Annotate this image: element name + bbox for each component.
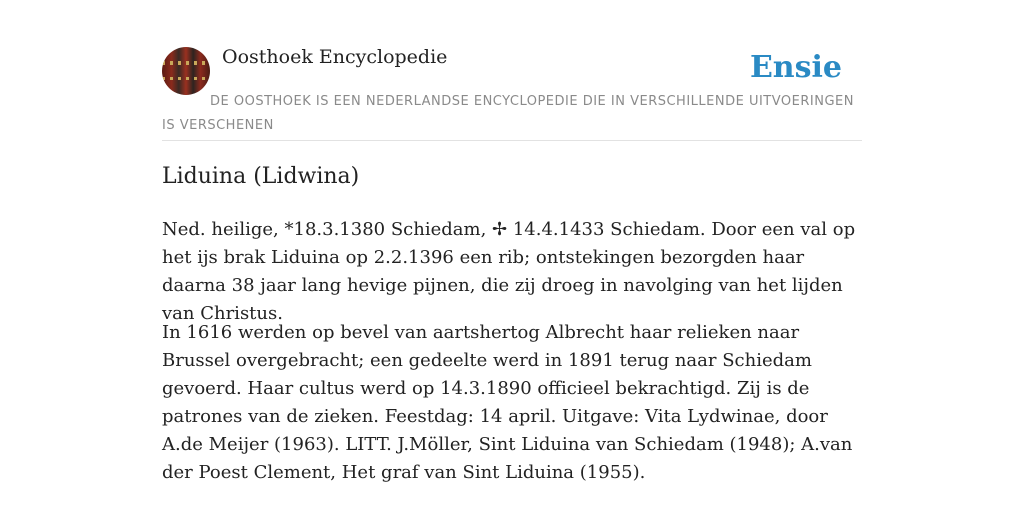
ensie-brand-link[interactable]: Ensie <box>749 50 842 85</box>
article-title: Liduina (Lidwina) <box>162 164 360 189</box>
page-container <box>162 0 862 483</box>
site-tagline: DE OOSTHOEK IS EEN NEDERLANDSE ENCYCLOPEDIE DIE IN VERSCHILLENDE UITVOERINGEN IS VERSCHENEN <box>162 94 854 133</box>
site-title[interactable]: Oosthoek Encyclopedie <box>222 46 448 68</box>
site-header <box>162 0 862 141</box>
article-paragraph-2: In 1616 werden op bevel van aartshertog Albrecht haar relieken naar Brussel overgebracht; een gedeelte werd in 1891 terug naar Schiedam gevoerd. Haar cultus werd op 14.3.1890 officieel bekrachtigd. Zij is de patrones van de zieken. Feestdag: 14 april. Uitgave: Vita Lydwinae, door A.de Meijer (1963). LITT. J.Möller, Sint Liduina van Schiedam (1948); A.van der Poest Clement, Het graf van Sint Liduina (1955). <box>162 322 853 483</box>
book-spines-logo-icon[interactable] <box>162 47 210 95</box>
article-paragraph-1: Ned. heilige, *18.3.1380 Schiedam, ✢ 14.4.1433 Schiedam. Door een val op het ijs brak Liduina op 2.2.1396 een rib; ontstekingen bezorgden haar daarna 38 jaar lang hevige pijnen, die zij droeg in navolging van het lijden van Christus. <box>162 219 856 324</box>
